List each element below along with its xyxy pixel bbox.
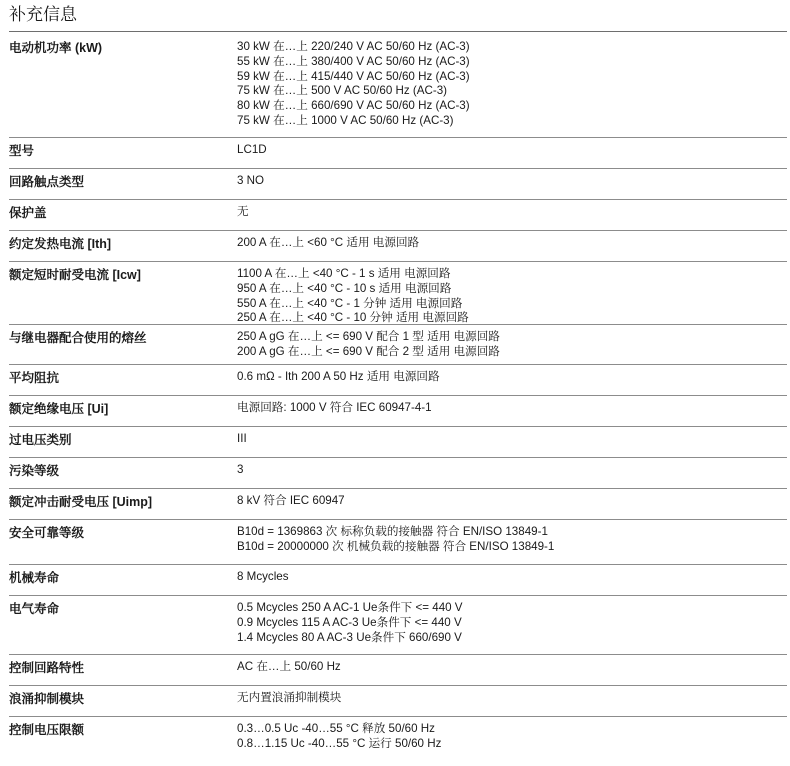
spec-label: 电动机功率 (kW) <box>9 41 103 55</box>
spec-row <box>9 396 787 427</box>
spec-value-line: III <box>237 432 247 445</box>
spec-values <box>237 660 787 685</box>
spec-value-line: 1100 A 在…上 <40 °C - 1 s 适用 电源回路 <box>237 267 451 280</box>
spec-row <box>9 489 787 520</box>
spec-value-line: 59 kW 在…上 415/440 V AC 50/60 Hz (AC-3) <box>237 69 470 83</box>
spec-value-line: 8 Mcycles <box>237 570 289 583</box>
spec-value-line: 75 kW 在…上 1000 V AC 50/60 Hz (AC-3) <box>237 113 454 127</box>
spec-value-line: 无 <box>237 205 249 218</box>
spec-row <box>9 325 787 365</box>
spec-label: 保护盖 <box>9 206 47 220</box>
spec-table <box>9 35 787 751</box>
spec-label: 约定发热电流 [Ith] <box>9 237 112 251</box>
spec-label: 机械寿命 <box>9 571 60 585</box>
spec-label: 浪涌抑制模块 <box>9 692 85 706</box>
spec-label: 过电压类别 <box>9 433 72 447</box>
spec-value-line: AC 在…上 50/60 Hz <box>237 660 341 673</box>
spec-values <box>237 601 787 654</box>
spec-values <box>237 330 787 364</box>
spec-value-line: 250 A gG 在…上 <= 690 V 配合 1 型 适用 电源回路 <box>237 330 500 343</box>
spec-value-line: B10d = 1369863 次 标称负载的接触器 符合 EN/ISO 13849-1 <box>237 525 548 538</box>
spec-value-line: 80 kW 在…上 660/690 V AC 50/60 Hz (AC-3) <box>237 99 470 113</box>
spec-values <box>237 205 787 230</box>
spec-values <box>237 432 787 457</box>
spec-row <box>9 596 787 655</box>
section-title: 补充信息 <box>9 5 77 24</box>
spec-row <box>9 520 787 565</box>
spec-row <box>9 262 787 325</box>
spec-values <box>237 525 787 564</box>
spec-row <box>9 717 787 751</box>
spec-values <box>237 143 787 168</box>
spec-values <box>237 570 787 595</box>
spec-value-line: LC1D <box>237 143 267 156</box>
spec-label: 平均阻抗 <box>9 371 60 385</box>
spec-label: 控制电压限额 <box>9 723 85 737</box>
spec-value-line: 0.6 mΩ - Ith 200 A 50 Hz 适用 电源回路 <box>237 370 440 383</box>
spec-row <box>9 35 787 138</box>
spec-value-line: 250 A 在…上 <40 °C - 10 分钟 适用 电源回路 <box>237 311 469 325</box>
spec-label: 污染等级 <box>9 464 60 478</box>
spec-value-line: 0.5 Mcycles 250 A AC-1 Ue条件下 <= 440 V <box>237 601 463 614</box>
spec-value-line: 200 A 在…上 <60 °C 适用 电源回路 <box>237 236 420 249</box>
spec-value-line: 0.9 Mcycles 115 A AC-3 Ue条件下 <= 440 V <box>237 615 462 629</box>
spec-value-line: 无内置浪涌抑制模块 <box>237 691 342 704</box>
spec-values <box>237 370 787 395</box>
spec-label: 额定短时耐受电流 [Icw] <box>9 268 141 282</box>
title-divider <box>9 31 787 32</box>
spec-row <box>9 565 787 596</box>
spec-values <box>237 691 787 716</box>
spec-value-line: 3 NO <box>237 174 265 187</box>
spec-value-line: 550 A 在…上 <40 °C - 1 分钟 适用 电源回路 <box>237 296 463 310</box>
spec-value-line: 30 kW 在…上 220/240 V AC 50/60 Hz (AC-3) <box>237 40 470 53</box>
spec-label: 控制回路特性 <box>9 661 85 675</box>
spec-values <box>237 494 787 519</box>
spec-label: 额定冲击耐受电压 [Uimp] <box>9 495 153 509</box>
spec-label: 与继电器配合使用的熔丝 <box>9 331 147 345</box>
spec-row <box>9 427 787 458</box>
spec-values <box>237 174 787 199</box>
spec-values <box>237 267 787 324</box>
spec-values <box>237 463 787 488</box>
spec-value-line: B10d = 20000000 次 机械负载的接触器 符合 EN/ISO 13849-1 <box>237 539 555 553</box>
spec-value-line: 1.4 Mcycles 80 A AC-3 Ue条件下 660/690 V <box>237 630 462 644</box>
spec-row <box>9 200 787 231</box>
spec-value-line: 0.3…0.5 Uc -40…55 °C 释放 50/60 Hz <box>237 722 435 735</box>
spec-value-line: 55 kW 在…上 380/400 V AC 50/60 Hz (AC-3) <box>237 54 470 68</box>
spec-value-line: 950 A 在…上 <40 °C - 10 s 适用 电源回路 <box>237 281 452 295</box>
spec-label: 型号 <box>9 144 35 158</box>
spec-value-line: 电源回路: 1000 V 符合 IEC 60947-4-1 <box>237 401 432 414</box>
spec-row <box>9 655 787 686</box>
spec-value-line: 8 kV 符合 IEC 60947 <box>237 494 345 507</box>
spec-label: 电气寿命 <box>9 602 60 616</box>
spec-row <box>9 138 787 169</box>
spec-label: 安全可靠等级 <box>9 526 85 540</box>
spec-value-line: 200 A gG 在…上 <= 690 V 配合 2 型 适用 电源回路 <box>237 344 500 358</box>
spec-row <box>9 686 787 717</box>
spec-label: 回路触点类型 <box>9 175 85 189</box>
spec-value-line: 0.8…1.15 Uc -40…55 °C 运行 50/60 Hz <box>237 736 442 750</box>
spec-value-line: 3 <box>237 463 244 476</box>
spec-row <box>9 365 787 396</box>
spec-row <box>9 231 787 262</box>
spec-values <box>237 40 787 137</box>
spec-label: 额定绝缘电压 [Ui] <box>9 402 109 416</box>
spec-values <box>237 722 787 751</box>
spec-row <box>9 169 787 200</box>
spec-row <box>9 458 787 489</box>
spec-value-line: 75 kW 在…上 500 V AC 50/60 Hz (AC-3) <box>237 84 448 98</box>
spec-values <box>237 236 787 261</box>
spec-values <box>237 401 787 426</box>
